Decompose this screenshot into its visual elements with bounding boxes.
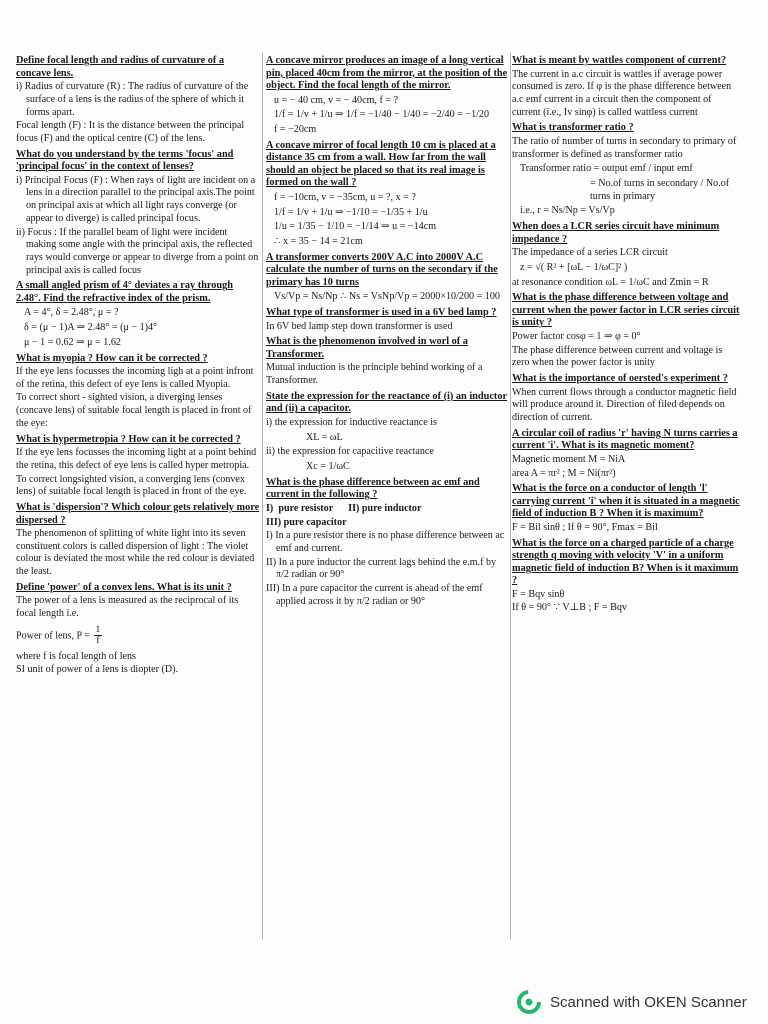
equation-line: Transformer ratio = output emf / input emf: [520, 163, 693, 175]
question-concave-mirror-wall: A concave mirror of focal length 10 cm is placed at a distance 35 cm from a wall. How far from the wall should an object be placed so that its real image is formed on the wall ?: [266, 139, 496, 189]
answer-text: ii) the expression for capacitive reactance: [266, 446, 434, 458]
equation-line: f = −20cm: [274, 124, 317, 136]
answer-text: The ratio of number of turns in secondary to primary of transformer is defined as transformer ratio: [512, 135, 737, 160]
answer-text: where f is focal length of lens: [16, 650, 136, 662]
equation-line: at resonance condition ωL = 1/ωC and Zmin = R: [512, 276, 709, 288]
answer-text: If the eye lens focusses the incoming ligh at a point infront of the retina, this defect of eye lens is called Myopia.: [16, 366, 254, 390]
column-left: [16, 52, 260, 940]
answer-text: To correct longsighted vision, a converging lens (convex lens) of suitable focal length is placed in front of the eye.: [16, 473, 247, 498]
question-lcr-impedance: When does a LCR series circuit have minimum impedance ?: [512, 221, 720, 245]
worksheet-page: [12, 52, 740, 940]
question-focal-length: Define focal length and radius of curvature of a concave lens.: [16, 55, 225, 79]
question-wattless-current: What is meant by wattles component of current?: [512, 55, 727, 66]
column-divider: [262, 52, 263, 940]
answer-text: II) In a pure inductor the current lags behind the e.m.f by π/2 radian or 90°: [266, 556, 497, 581]
answer-text: The phase difference between current and voltage is zero when the power factor is unity: [512, 344, 723, 369]
question-transformer-ratio: What is transformer ratio ?: [512, 122, 634, 134]
equation-line: XL = ωL: [306, 431, 343, 443]
question-bed-lamp: What type of transformer is used in a 6V bed lamp ?: [266, 307, 497, 319]
answer-text: To correct short - sighted vision, a diverging lenses (concave lens) of suitable focal length is placed in front of the eye:: [16, 392, 252, 429]
answer-text: If the eye lens focusses the incoming light at a point behind the retina, this defect of eye lens is called hyper metropia.: [16, 447, 257, 471]
equation-line: z = √( R² + [ωL − 1/ωC]² ): [520, 261, 628, 273]
options-line: I) pure resistor II) pure inductor: [266, 502, 422, 514]
equation-line: i.e., r = Ns/Np = Vs/Vp: [520, 205, 615, 217]
equation-line: 1/f = 1/v + 1/u ⇒ −1/10 = −1/35 + 1/u: [274, 206, 428, 218]
question-concave-mirror-pin: A concave mirror produces an image of a long vertical pin, placed 40cm from the mirror, at the position of the object. Find the focal length of the mirror.: [266, 55, 508, 92]
equation-line: u = − 40 cm, v = − 40cm, f = ?: [274, 94, 399, 106]
answer-text: In 6V bed lamp step down transformer is used: [266, 320, 453, 332]
question-hypermetropia: What is hypermetropia ? How can it be corrected ?: [16, 433, 241, 445]
equation-line: Xc = 1/ωC: [306, 461, 350, 473]
column-right: [512, 52, 740, 940]
equation-line: area A = πr² ; M = Ni(πr²): [512, 467, 616, 479]
scanner-text: Scanned with OKEN Scanner: [550, 993, 747, 1011]
equation-line: Power factor cosφ = 1 ⇒ φ = 0°: [512, 330, 641, 342]
equation-line: Magnetic moment M = NiA: [512, 453, 626, 465]
equation-line: F = Bil sinθ ; If θ = 90°, Fmax = Bil: [512, 521, 658, 533]
equation-line: δ = (μ − 1)A ⇒ 2.48° = (μ − 1)4°: [24, 322, 158, 334]
answer-text: Focal length (F) : It is the distance between the principal focus (F) and the optical centre (C) of the lens.: [16, 120, 245, 144]
question-force-charge: What is the force on a charged particle of a charge strength q moving with velocity 'V' in a uniform magnetic field of induction B? When is it maximum ?: [512, 537, 739, 587]
question-reactance: State the expression for the reactance of (i) an inductor and (ii) a capacitor.: [266, 390, 508, 415]
equation-line: 1/f = 1/v + 1/u ⇒ 1/f = −1/40 − 1/40 = −2/40 = −1/20: [274, 109, 490, 121]
question-transformer-turns: A transformer converts 200V A.C into 2000V A.C calculate the number of turns on the secondary if the primary has 10 turns: [266, 251, 498, 288]
answer-text: SI unit of power of a lens is diopter (D).: [16, 664, 179, 676]
answer-text: I) In a pure resistor there is no phase difference between ac emf and current.: [266, 530, 505, 554]
equation-line: Vs/Vp = Ns/Np ∴ Ns = VsNp/Vp = 2000×10/200 = 100: [274, 291, 500, 303]
equation-line: If θ = 90° ∵ V⊥B ; F = Bqv: [512, 602, 627, 614]
equation-line: = No.of turns in secondary / No.of turns in primary: [590, 178, 730, 202]
answer-text: The impedance of a series LCR circuit: [512, 247, 668, 259]
scanner-logo-icon: [516, 989, 542, 1015]
question-magnetic-moment: A circular coil of radius 'r' having N turns carries a current 'i'. What is its magnetic moment?: [512, 427, 738, 452]
scanner-watermark: [516, 989, 747, 1015]
question-myopia: What is myopia ? How can it be corrected ?: [16, 352, 208, 364]
question-phase-difference: What is the phase difference between ac emf and current in the following ?: [266, 476, 480, 501]
question-power: Define 'power' of a convex lens. What is its unit ?: [16, 581, 232, 593]
options-line: III) pure capacitor: [266, 516, 347, 528]
fraction: [94, 625, 103, 647]
equation-line: ∴ x = 35 − 14 = 21cm: [274, 236, 363, 248]
question-power-factor: What is the phase difference between voltage and current when the power factor in LCR series circuit is unity ?: [512, 292, 740, 329]
column-divider: [510, 52, 511, 940]
question-prism: A small angled prism of 4° deviates a ray through 2.48°. Find the refractive index of the prism.: [16, 280, 234, 304]
question-dispersion: What is 'dispersion'? Which colour gets relatively more dispersed ?: [16, 501, 260, 526]
answer-text: When current flows through a conductor magnetic field will produce around it. Direction of filed depends on direction of current.: [512, 386, 737, 424]
equation-line: A = 4°, δ = 2.48°, μ = ?: [24, 307, 119, 319]
column-middle: [266, 52, 508, 940]
answer-text: The phenomenon of splitting of white light into its seven constituent colors is called dispersion of light : The violet colour is deviated the most while the red colour is deviated the least.: [16, 528, 255, 578]
answer-text: III) In a pure capacitor the current is ahead of the emf applied across it by π/2 radian or 90°: [266, 583, 483, 607]
question-focus: What do you understand by the terms 'focus' and 'principal focus' in the context of lenses?: [16, 148, 234, 173]
equation-lhs: Power of lens, P =: [16, 630, 91, 642]
answer-text: The current in a.c circuit is wattles if average power consumed is zero. If φ is the phase difference between a.c emf current in a circuit then the component of current (i.e., Iv sinφ) is called wattless current: [512, 68, 732, 118]
answer-text: Mutual induction is the principle behind working of a Transformer.: [266, 362, 483, 387]
question-force-conductor: What is the force on a conductor of length 'l' carrying current 'i' when it is situated in a magnetic field of induction B ? When it is maximum?: [512, 483, 740, 520]
equation-line: f = −10cm, v = −35cm, u = ?, x = ?: [274, 191, 416, 203]
power-equation: [16, 625, 260, 647]
answer-text: ii) Focus : If the parallel beam of light were incident making some angle with the principal axis, the reflected rays would converge or appear to diverge from a point on principal axis is called focus: [16, 226, 259, 276]
equation-line: F = Bqv sinθ: [512, 588, 565, 600]
answer-text: The power of a lens is measured as the reciprocal of its focal length i.e.: [16, 595, 239, 620]
answer-text: i) Radius of curvature (R) : The radius of curvature of the surface of a lens is the radius of the sphere of which it forms apart.: [16, 81, 249, 118]
equation-line: 1/u = 1/35 − 1/10 = −1/14 ⇒ u = −14cm: [274, 221, 437, 233]
answer-text: i) the expression for inductive reactance is: [266, 416, 437, 428]
denominator: f: [96, 636, 100, 647]
numerator: 1: [95, 624, 101, 635]
question-transformer-phenomenon: What is the phenomenon involved in worl of a Transformer.: [266, 336, 468, 360]
equation-line: μ − 1 = 0.62 ⇒ μ = 1.62: [24, 336, 121, 348]
answer-text: i) Principal Focus (F) : When rays of light are incident on a lens in a direction parallel to the principal axis.The point on principal axis at which all light rays converge (or appear to diverge) is called principal focus.: [16, 174, 256, 224]
question-oersted: What is the importance of oersted's experiment ?: [512, 373, 728, 385]
